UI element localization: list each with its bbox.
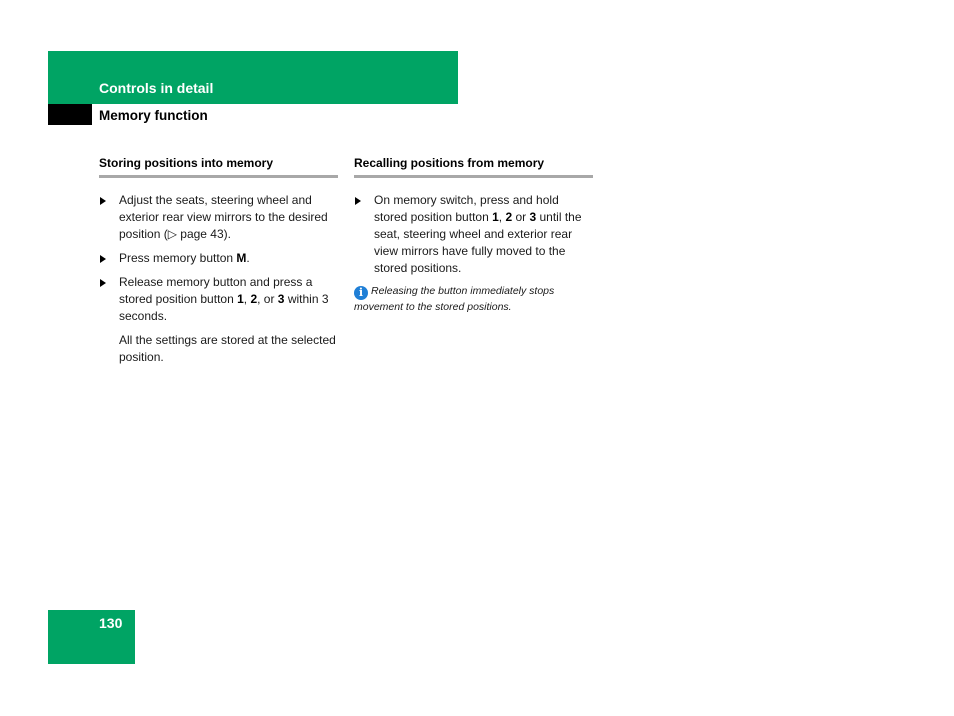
storing-positions-heading: Storing positions into memory	[99, 156, 338, 178]
page-ref-arrow-icon: ▷	[167, 227, 177, 241]
storing-positions-column	[99, 156, 338, 366]
recalling-positions-heading: Recalling positions from memory	[354, 156, 593, 178]
header-band	[48, 51, 458, 104]
result-text: All the settings are stored at the selected position.	[119, 333, 336, 364]
info-note	[354, 284, 593, 315]
button-label-2: 2	[505, 210, 513, 224]
page-number: 130	[99, 615, 123, 631]
step-text: On memory switch, press and hold stored position button 1, 2 or 3 until the seat, steering wheel and exterior rear view mirrors have fully moved to the stored positions.	[374, 193, 582, 275]
info-icon: i	[354, 286, 368, 300]
bullet-arrow-icon	[100, 197, 106, 205]
step-text: Adjust the seats, steering wheel and exterior rear view mirrors to the desired position (▷ page 43).	[119, 193, 328, 241]
bullet-arrow-icon	[100, 279, 106, 287]
bullet-arrow-icon	[100, 255, 106, 263]
section-title: Memory function	[99, 108, 208, 123]
bullet-arrow-icon	[355, 197, 361, 205]
step-item	[99, 274, 338, 325]
step-text: Press memory button M.	[119, 251, 250, 265]
button-label-1: 1	[237, 292, 244, 306]
button-label-m: M	[236, 251, 247, 265]
step-item	[99, 192, 338, 243]
button-label-1: 1	[492, 210, 499, 224]
chapter-title: Controls in detail	[99, 80, 214, 96]
info-note-text: Releasing the button immediately stops movement to the stored positions.	[354, 285, 555, 313]
button-label-2: 2	[250, 292, 258, 306]
step-item	[99, 250, 338, 267]
storing-steps-list	[99, 192, 338, 325]
button-label-3: 3	[277, 292, 285, 306]
section-marker	[48, 104, 92, 125]
step-item	[354, 192, 593, 277]
recalling-steps-list	[354, 192, 593, 277]
recalling-positions-column	[354, 156, 593, 315]
button-label-3: 3	[529, 210, 537, 224]
step-text: Release memory button and press a stored position button 1, 2, or 3 within 3 seconds.	[119, 275, 329, 323]
